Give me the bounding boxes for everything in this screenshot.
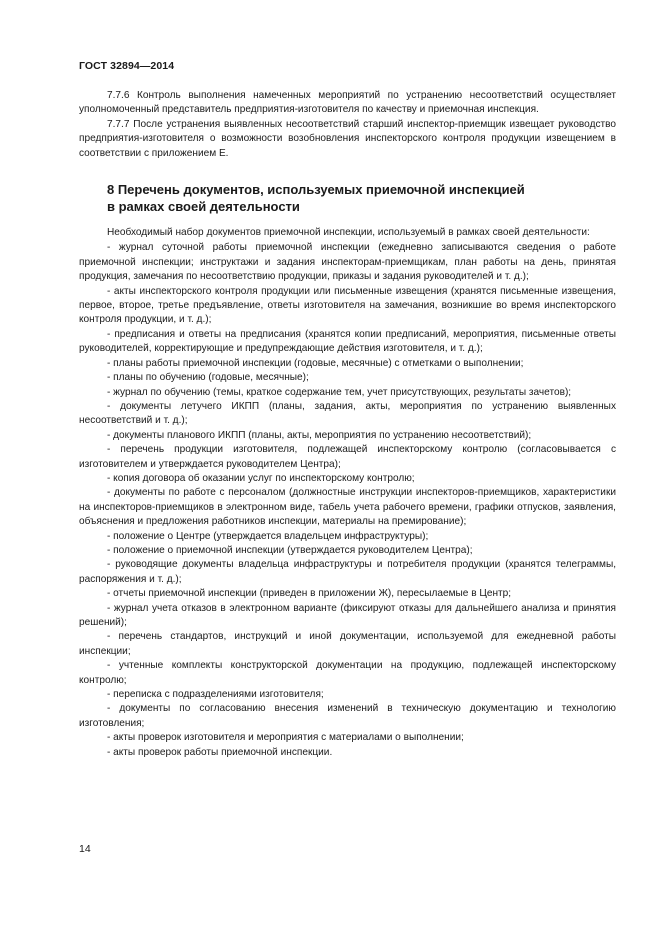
list-item: - руководящие документы владельца инфраструктуры и потребителя продукции (хранятся телеграммы, распоряжения и т. д.); (79, 559, 616, 585)
section-title-line-1: 8 Перечень документов, используемых приемочной инспекцией (107, 182, 525, 198)
list-item: - учтенные комплекты конструкторской документации на продукцию, подлежащей инспекторскому контролю; (79, 660, 616, 686)
section-intro: Необходимый набор документов приемочной инспекции, используемый в рамках своей деятельности: (107, 227, 590, 239)
list-item: - акты инспекторского контроля продукции или письменные извещения (хранятся письменные извещения, первое, второе, третье предъявление, ответы изготовителя на замечания, возникшие во время инспекторского контроля продукции, и т. д.); (79, 285, 616, 326)
list-item: - перечень стандартов, инструкций и иной документации, используемой для ежедневной работы инспекции; (79, 631, 616, 657)
document-body (79, 89, 616, 760)
list-item: - журнал учета отказов в электронном варианте (фиксируют отказы для дальнейшего анализа и принятия решений); (79, 602, 616, 628)
paragraph-7-7-7: 7.7.7 После устранения выявленных несоответствий старший инспектор-приемщик извещает руководство предприятия-изготовителя о возможности возобновления инспекторского контроля продукции извещением в соответствии с приложением Е. (79, 118, 616, 159)
list-item: - переписка с подразделениями изготовителя; (107, 689, 324, 701)
standard-header: ГОСТ 32894—2014 (79, 60, 175, 72)
list-item: - документы по согласованию внесения изменений в техническую документацию и технологию изготовления; (79, 703, 616, 729)
list-item: - копия договора об оказании услуг по инспекторскому контролю; (107, 472, 415, 484)
list-item: - перечень продукции изготовителя, подлежащей инспекторскому контролю (согласовывается с изготовителем и утверждается руководителем Центра); (79, 444, 616, 470)
list-item: - акты проверок изготовителя и мероприятия с материалами о выполнении; (107, 732, 464, 744)
page-number: 14 (79, 843, 91, 855)
list-item: - акты проверок работы приемочной инспекции. (107, 746, 333, 758)
list-item: - журнал по обучению (темы, краткое содержание тем, учет присутствующих, результаты зачетов); (107, 386, 572, 398)
list-item: - планы работы приемочной инспекции (годовые, месячные) с отметками о выполнении; (107, 357, 524, 369)
section-8-title (79, 181, 616, 215)
section-title-line-2: в рамках своей деятельности (107, 199, 300, 215)
list-item: - положение о Центре (утверждается владельцем инфраструктуры); (107, 530, 429, 542)
list-item: - планы по обучению (годовые, месячные); (107, 372, 309, 384)
documents-list (79, 241, 616, 760)
list-item: - документы по работе с персоналом (должностные инструкции инспекторов-приемщиков, характеристики на инспекторов-приемщиков в электронном виде, табель учета рабочего времени, графики отпусков, заявления, объяснения и предложения работников инспекции, материалы на премирование); (79, 487, 616, 528)
list-item: - документы летучего ИКПП (планы, задания, акты, мероприятия по устранению выявленных несоответствий и т. д.); (79, 400, 616, 427)
list-item: - отчеты приемочной инспекции (приведен в приложении Ж), пересылаемые в Центр; (107, 588, 512, 600)
list-item: - положение о приемочной инспекции (утверждается руководителем Центра); (107, 544, 473, 556)
paragraph-7-7-6: 7.7.6 Контроль выполнения намеченных мероприятий по устранению несоответствий осуществляет уполномоченный представитель предприятия-изготовителя по качеству и приемочная инспекция. (79, 90, 616, 116)
list-item: - предписания и ответы на предписания (хранятся копии предписаний, мероприятия, письменные ответы руководителей, корректирующие и предупреждающие действия изготовителя, и т. д.); (79, 328, 616, 355)
list-item: - журнал суточной работы приемочной инспекции (ежедневно записываются сведения о работе приемочной инспекции; инструктажи и задания инспекторам-приемщикам, план работы на день, принятая продукция, замечания по несоответствию продукции, приказы и задания руководителей и т. д.); (79, 242, 616, 283)
list-item: - документы планового ИКПП (планы, акты, мероприятия по устранению несоответствий); (107, 429, 532, 441)
